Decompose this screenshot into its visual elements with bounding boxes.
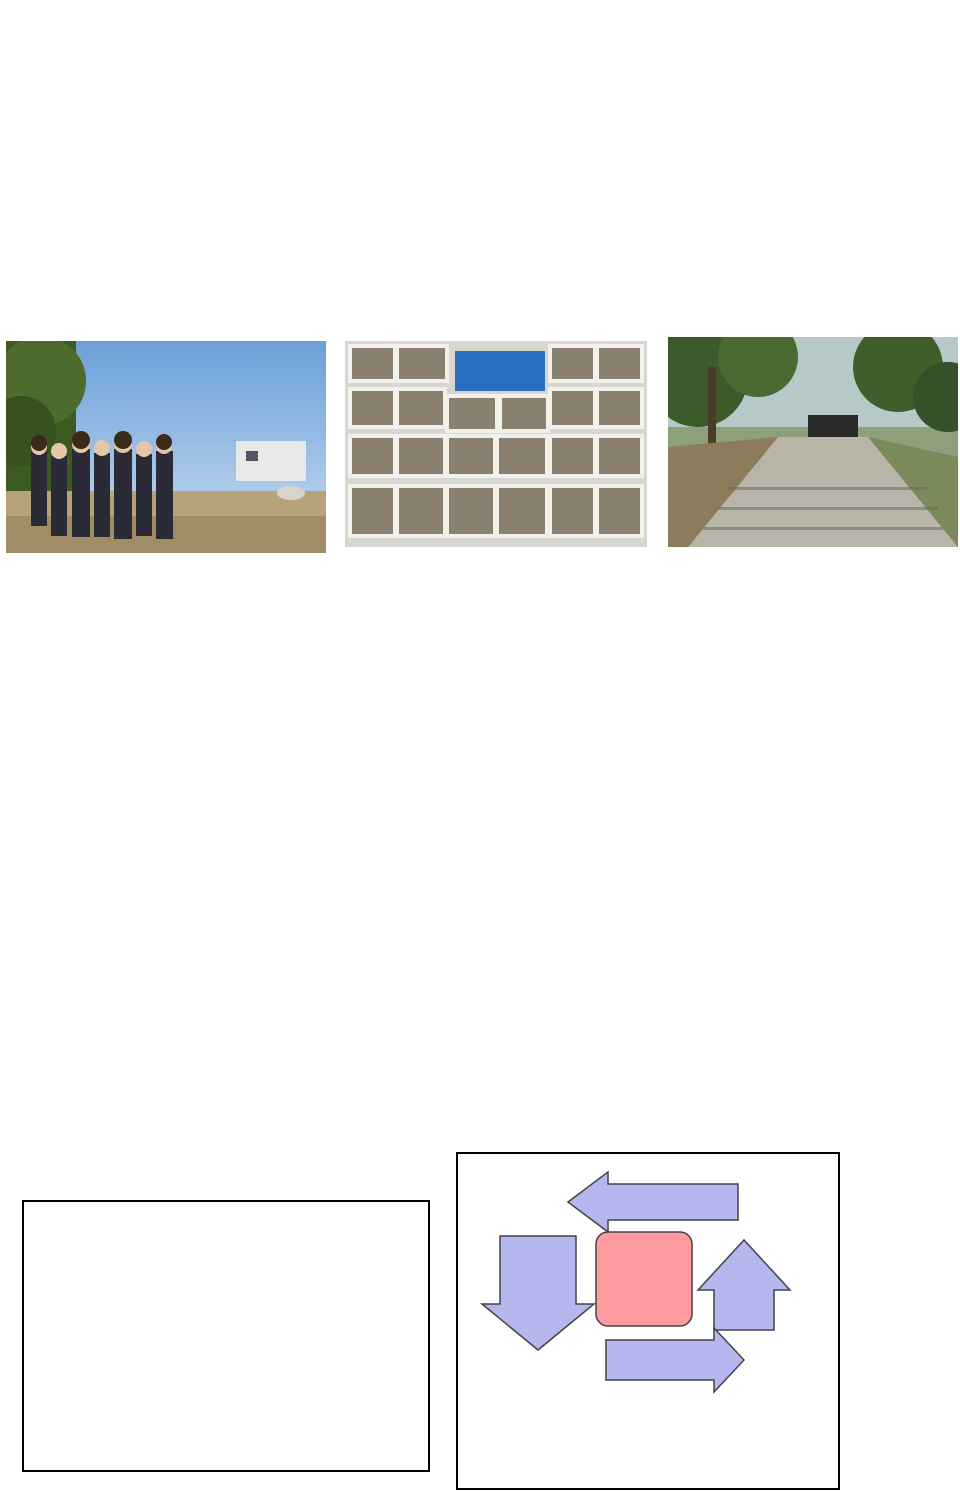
legend-swatch-phytoplankton xyxy=(279,1317,299,1332)
consumers-arrow-shape xyxy=(568,1172,738,1232)
legend-swatch-orca xyxy=(279,1221,299,1236)
legend-row-orca xyxy=(279,1216,311,1240)
figure-food-pyramid xyxy=(22,1200,430,1472)
cycle-arrows xyxy=(458,1154,838,1488)
legend-row-big-fish xyxy=(279,1264,311,1288)
legend-row-small-fish xyxy=(279,1288,311,1312)
legend-swatch-seal xyxy=(279,1245,299,1260)
recycling-box-shape xyxy=(596,1232,692,1326)
decomposers-arrow-shape xyxy=(482,1236,594,1350)
producers-arrow-shape xyxy=(698,1240,790,1330)
pyramid-legend xyxy=(279,1216,311,1336)
figure-nature-cycles xyxy=(456,1152,840,1490)
legend-swatch-big-fish xyxy=(279,1269,299,1284)
legend-swatch-small-fish xyxy=(279,1293,299,1308)
photo-xirias-torrent xyxy=(6,341,326,553)
legend-row-seal xyxy=(279,1240,311,1264)
legend-row-phytoplankton xyxy=(279,1312,311,1336)
photo-kalamia-beach-board xyxy=(345,341,647,547)
nature-arrow-shape xyxy=(606,1328,744,1392)
photo-diolkos xyxy=(668,337,958,547)
